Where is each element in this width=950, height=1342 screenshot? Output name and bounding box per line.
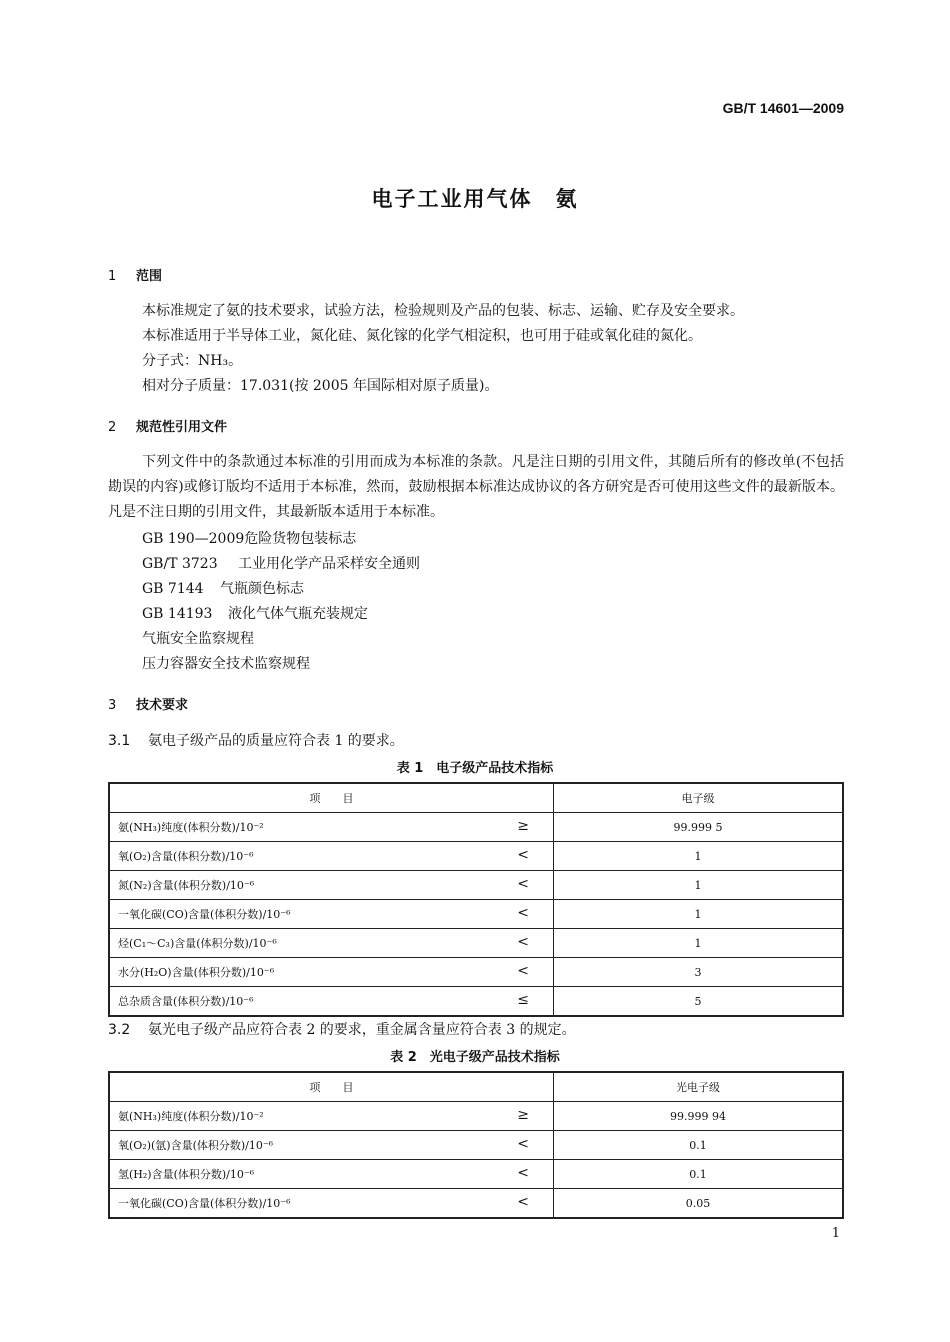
row-item [109, 1189, 554, 1219]
reference-name: 气瓶安全监察规程 [142, 631, 254, 647]
reference-item [142, 602, 368, 627]
header-value: 光电子级 [554, 1072, 844, 1102]
table-header-row [109, 1072, 843, 1102]
row-value: 99.999 5 [554, 813, 844, 842]
row-item [109, 958, 554, 987]
header-value: 电子级 [554, 783, 844, 813]
clause-number: 3.2 [108, 1022, 131, 1038]
page-number: 1 [831, 1226, 840, 1241]
section-2-heading [108, 416, 227, 435]
comparison-operator: ≥ [517, 1107, 529, 1123]
item-label: 一氧化碳(CO)含量(体积分数)/10⁻⁶ [118, 1197, 291, 1210]
document-title: 电子工业用气体 氨 [371, 187, 579, 211]
standard-code: GB/T 14601—2009 [722, 100, 844, 116]
normative-references-paragraph: 下列文件中的条款通过本标准的引用而成为本标准的条款。凡是注日期的引用文件，其随后所有的修改单(不包括勘误的内容)或修订版均不适用于本标准，然而，鼓励根据本标准达成协议的各方研究是否可使用这些文件的最新版本。凡是不注日期的引用文件，其最新版本适用于本标准。 [108, 454, 844, 520]
table-1-caption: 表 1 电子级产品技术指标 [396, 761, 554, 776]
table-row [109, 1160, 843, 1189]
molecular-formula: 分子式：NH₃。 [142, 353, 243, 369]
reference-name: 工业用化学产品采样安全通则 [238, 556, 420, 572]
reference-item [142, 527, 356, 552]
item-label: 一氧化碳(CO)含量(体积分数)/10⁻⁶ [118, 908, 291, 921]
comparison-operator: < [517, 1194, 529, 1210]
item-label: 氨(NH₃)纯度(体积分数)/10⁻² [118, 821, 264, 834]
table-row [109, 958, 843, 987]
clause-text: 氨电子级产品的质量应符合表 1 的要求。 [148, 733, 404, 749]
reference-name: 液化气体气瓶充装规定 [228, 606, 368, 622]
reference-code: GB/T 3723 [142, 556, 218, 572]
section-1-heading [108, 265, 162, 284]
section-3-number: 3 [108, 698, 117, 713]
clause-number: 3.1 [108, 733, 131, 749]
row-value: 0.1 [554, 1131, 844, 1160]
row-item [109, 900, 554, 929]
table-header-row [109, 783, 843, 813]
comparison-operator: < [517, 905, 529, 921]
row-item [109, 1131, 554, 1160]
reference-name: 压力容器安全技术监察规程 [142, 656, 310, 672]
reference-code: GB 190—2009 [142, 531, 245, 547]
table-row [109, 1131, 843, 1160]
item-label: 烃(C₁～C₃)含量(体积分数)/10⁻⁶ [118, 937, 277, 950]
reference-name: 危险货物包装标志 [244, 531, 357, 547]
reference-item [142, 552, 420, 577]
comparison-operator: < [517, 1136, 529, 1152]
row-item [109, 842, 554, 871]
clause-3-2 [108, 1018, 576, 1043]
comparison-operator: ≥ [517, 818, 529, 834]
table-row [109, 1189, 843, 1219]
clause-3-1 [108, 729, 404, 754]
row-value: 99.999 94 [554, 1102, 844, 1131]
comparison-operator: < [517, 1165, 529, 1181]
header-item: 项 目 [109, 1072, 554, 1102]
scope-line-2: 本标准适用于半导体工业，氮化硅、氮化镓的化学气相淀积，也可用于硅或氧化硅的氮化。 [142, 328, 702, 344]
comparison-operator: < [517, 847, 529, 863]
scope-line-1: 本标准规定了氨的技术要求，试验方法，检验规则及产品的包装、标志、运输、贮存及安全要求。 [142, 303, 744, 319]
table-row [109, 987, 843, 1017]
row-item [109, 813, 554, 842]
table-1 [108, 782, 844, 1017]
section-3-title: 技术要求 [136, 698, 189, 713]
item-label: 氧(O₂)(氩)含量(体积分数)/10⁻⁶ [118, 1139, 274, 1152]
section-2-number: 2 [108, 420, 117, 435]
table-row [109, 871, 843, 900]
row-value: 0.05 [554, 1189, 844, 1219]
row-value: 1 [554, 871, 844, 900]
row-item [109, 987, 554, 1017]
item-label: 氨(NH₃)纯度(体积分数)/10⁻² [118, 1110, 264, 1123]
row-value: 0.1 [554, 1160, 844, 1189]
comparison-operator: < [517, 963, 529, 979]
item-label: 总杂质含量(体积分数)/10⁻⁶ [118, 995, 254, 1008]
reference-item [142, 652, 310, 677]
row-item [109, 871, 554, 900]
table-2 [108, 1071, 844, 1219]
section-1-title: 范围 [136, 269, 163, 284]
item-label: 氧(O₂)含量(体积分数)/10⁻⁶ [118, 850, 254, 863]
reference-item [142, 577, 304, 602]
row-item [109, 1102, 554, 1131]
reference-name: 气瓶颜色标志 [220, 581, 304, 597]
comparison-operator: < [517, 876, 529, 892]
header-item: 项 目 [109, 783, 554, 813]
row-value: 1 [554, 842, 844, 871]
reference-code: GB 14193 [142, 606, 213, 622]
comparison-operator: < [517, 934, 529, 950]
table-row [109, 1102, 843, 1131]
table-row [109, 842, 843, 871]
section-2-title: 规范性引用文件 [136, 420, 228, 435]
table-row [109, 929, 843, 958]
row-value: 3 [554, 958, 844, 987]
table-row [109, 900, 843, 929]
row-item [109, 1160, 554, 1189]
row-value: 1 [554, 929, 844, 958]
molecular-mass: 相对分子质量：17.031(按 2005 年国际相对原子质量)。 [142, 378, 499, 394]
item-label: 氢(H₂)含量(体积分数)/10⁻⁶ [118, 1168, 255, 1181]
item-label: 氮(N₂)含量(体积分数)/10⁻⁶ [118, 879, 255, 892]
item-label: 水分(H₂O)含量(体积分数)/10⁻⁶ [118, 966, 275, 979]
section-3-heading [108, 694, 188, 713]
row-value: 5 [554, 987, 844, 1017]
reference-code: GB 7144 [142, 581, 204, 597]
clause-text: 氨光电子级产品应符合表 2 的要求，重金属含量应符合表 3 的规定。 [148, 1022, 576, 1038]
table-row [109, 813, 843, 842]
row-value: 1 [554, 900, 844, 929]
row-item [109, 929, 554, 958]
comparison-operator: ≤ [517, 992, 529, 1008]
table-2-caption: 表 2 光电子级产品技术指标 [390, 1050, 560, 1065]
reference-item [142, 627, 254, 652]
section-1-number: 1 [108, 269, 117, 284]
